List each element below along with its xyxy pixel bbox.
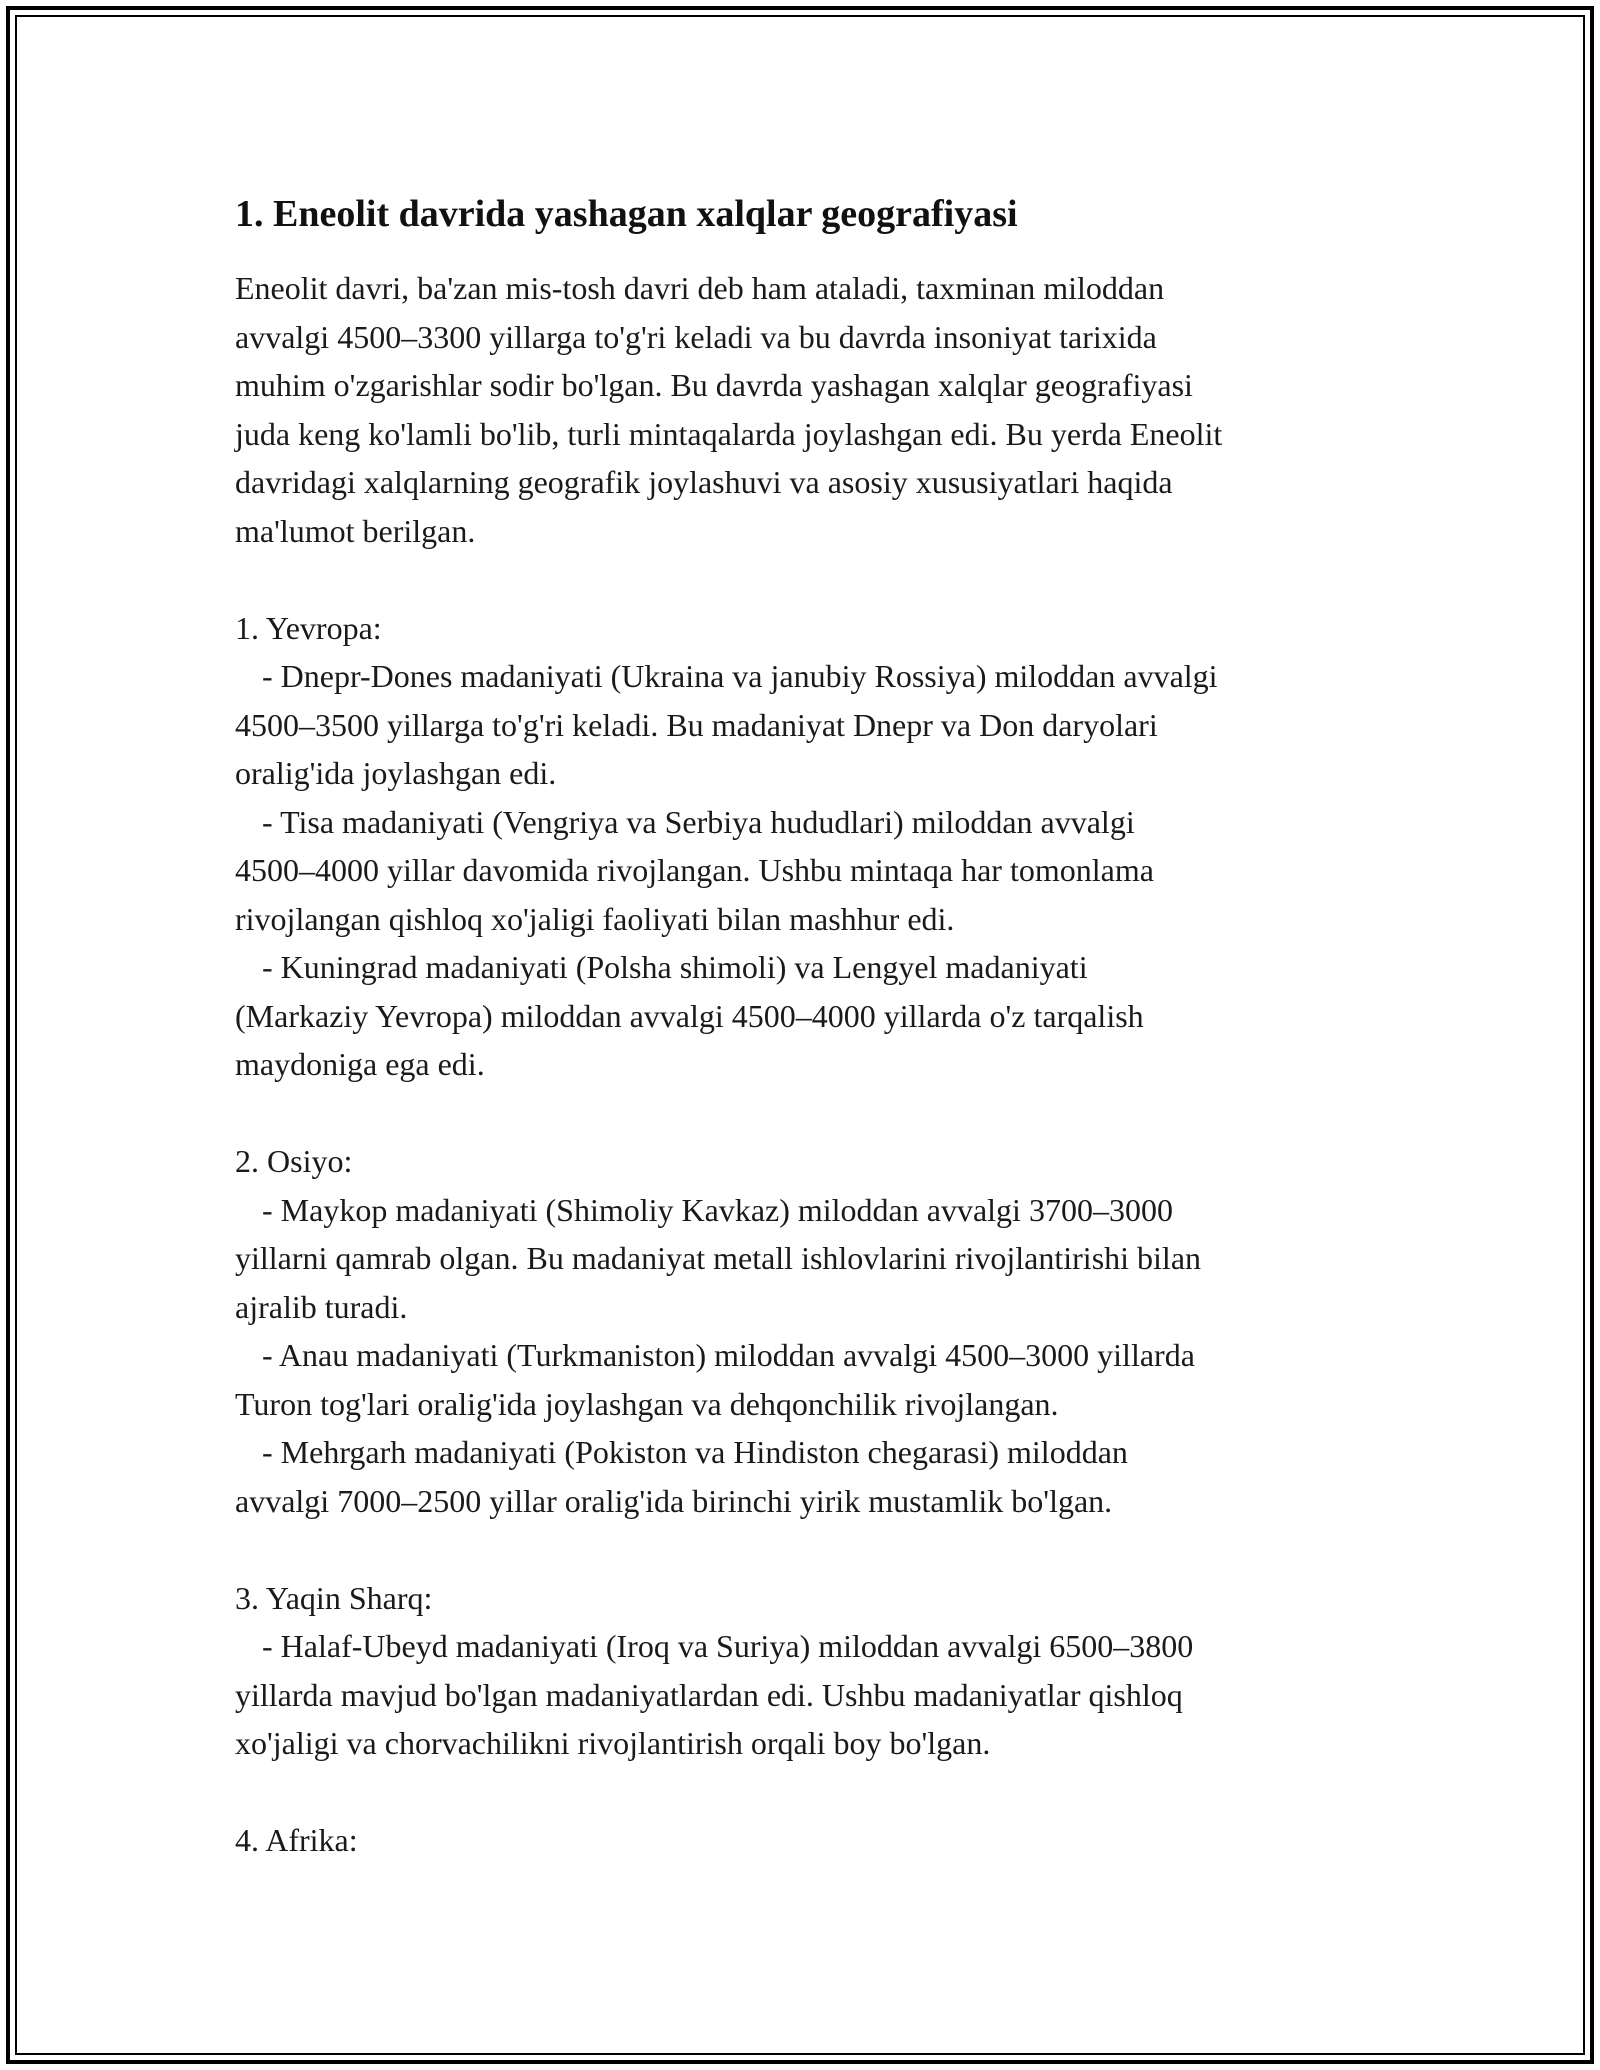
section-heading: 3. Yaqin Sharq: — [235, 1579, 433, 1616]
intro-line: ma'lumot berilgan. — [235, 512, 476, 549]
list-item-line: rivojlangan qishloq xo'jaligi faoliyati bilan mashhur edi. — [235, 900, 955, 937]
section-asia — [235, 1137, 1385, 1525]
list-item-line: - Anau madaniyati (Turkmaniston) miloddan avvalgi 4500–3000 yillarda — [262, 1337, 1195, 1373]
blank-line — [235, 1525, 1385, 1574]
intro-line: Eneolit davri, ba'zan mis-tosh davri deb ham ataladi, taxminan miloddan — [235, 270, 1165, 306]
list-item-line: (Markaziy Yevropa) miloddan avvalgi 4500–4000 yillarda o'z tarqalish — [235, 997, 1144, 1034]
intro-line: avvalgi 4500–3300 yillarga to'g'ri keladi va bu davrda insoniyat tarixida — [235, 318, 1157, 355]
section-heading: 1. Yevropa: — [235, 609, 382, 646]
list-item — [235, 798, 1385, 944]
blank-line — [235, 1089, 1385, 1138]
list-item-line: 4500–3500 yillarga to'g'ri keladi. Bu madaniyat Dnepr va Don daryolari — [235, 706, 1158, 743]
list-item — [235, 1186, 1385, 1332]
list-item-line: oralig'ida joylashgan edi. — [235, 755, 557, 791]
list-item-line: yillarda mavjud bo'lgan madaniyatlardan edi. Ushbu madaniyatlar qishloq — [235, 1676, 1183, 1713]
list-item-line: xo'jaligi va chorvachilikni rivojlantirish orqali boy bo'lgan. — [235, 1725, 991, 1761]
list-item-line: - Kuningrad madaniyati (Polsha shimoli) va Lengyel madaniyati — [262, 949, 1088, 985]
section-near-east — [235, 1574, 1385, 1768]
intro-line: juda keng ko'lamli bo'lib, turli mintaqalarda joylashgan edi. Bu yerda Eneolit — [235, 415, 1223, 452]
section-europe — [235, 604, 1385, 1089]
list-item-line: 4500–4000 yillar davomida rivojlangan. Ushbu mintaqa har tomonlama — [235, 852, 1154, 888]
section-africa — [235, 1816, 1385, 1865]
list-item-line: avvalgi 7000–2500 yillar oralig'ida birinchi yirik mustamlik bo'lgan. — [235, 1482, 1113, 1519]
list-item-line: yillarni qamrab olgan. Bu madaniyat metall ishlovlarini rivojlantirishi bilan — [235, 1240, 1202, 1276]
list-item-line: Turon tog'lari oralig'ida joylashgan va dehqonchilik rivojlangan. — [235, 1385, 1059, 1422]
list-item — [235, 652, 1385, 798]
section-heading: 4. Afrika: — [235, 1822, 358, 1858]
list-item — [235, 1331, 1385, 1428]
list-item — [235, 1622, 1385, 1768]
list-item-line: - Tisa madaniyati (Vengriya va Serbiya hududlari) miloddan avvalgi — [262, 803, 1135, 840]
list-item-line: maydoniga ega edi. — [235, 1046, 485, 1082]
intro-paragraph — [235, 264, 1385, 555]
intro-line: muhim o'zgarishlar sodir bo'lgan. Bu davrda yashagan xalqlar geografiyasi — [235, 367, 1193, 403]
section-heading: 2. Osiyo: — [235, 1143, 353, 1179]
list-item — [235, 943, 1385, 1089]
list-item-line: - Halaf-Ubeyd madaniyati (Iroq va Suriya) miloddan avvalgi 6500–3800 — [262, 1628, 1194, 1664]
intro-line: davridagi xalqlarning geografik joylashuvi va asosiy xususiyatlari haqida — [235, 464, 1173, 500]
blank-line — [235, 555, 1385, 604]
list-item-line: ajralib turadi. — [235, 1288, 408, 1325]
list-item — [235, 1428, 1385, 1525]
list-item-line: - Dnepr-Dones madaniyati (Ukraina va janubiy Rossiya) miloddan avvalgi — [262, 658, 1218, 694]
blank-line — [235, 1768, 1385, 1817]
document-body — [235, 188, 1385, 1865]
list-item-line: - Maykop madaniyati (Shimoliy Kavkaz) miloddan avvalgi 3700–3000 — [262, 1191, 1173, 1228]
list-item-line: - Mehrgarh madaniyati (Pokiston va Hindiston chegarasi) miloddan — [262, 1434, 1128, 1470]
document-title: 1. Eneolit davrida yashagan xalqlar geografiyasi — [235, 193, 1018, 235]
